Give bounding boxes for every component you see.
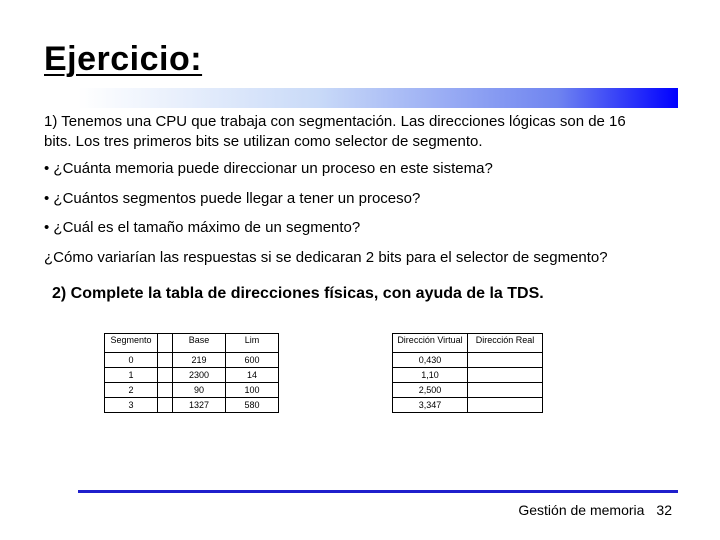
base-cell: 1327 — [173, 398, 226, 413]
real-address-cell — [468, 353, 543, 368]
tds-table — [104, 333, 279, 413]
bullet-memoria: • ¿Cuánta memoria puede direccionar un proceso en este sistema? — [44, 160, 493, 177]
slide-title: Ejercicio: — [44, 40, 203, 78]
address-header-row — [393, 334, 543, 353]
table-row — [105, 398, 279, 413]
bullet-segmentos: • ¿Cuántos segmentos puede llegar a tener un proceso? — [44, 190, 421, 207]
table-row — [105, 383, 279, 398]
table-row — [105, 353, 279, 368]
real-address-cell — [468, 398, 543, 413]
bullet-tamano: • ¿Cuál es el tamaño máximo de un segmento? — [44, 219, 361, 236]
limit-cell: 100 — [226, 383, 279, 398]
table-row — [393, 353, 543, 368]
question-variant: ¿Cómo variarían las respuestas si se dedicaran 2 bits para el selector de segmento? — [44, 249, 608, 266]
separator-cell — [158, 334, 173, 353]
tds-header-row — [105, 334, 279, 353]
segment-cell: 1 — [105, 368, 158, 383]
table-row — [105, 368, 279, 383]
question-2: 2) Complete la tabla de direcciones físicas, con ayuda de la TDS. — [52, 285, 544, 302]
separator-cell — [158, 353, 173, 368]
table-row — [393, 383, 543, 398]
separator-cell — [158, 398, 173, 413]
table-row — [393, 398, 543, 413]
separator-cell — [158, 368, 173, 383]
footer-divider — [78, 490, 678, 493]
header-segmento: Segmento — [105, 334, 158, 353]
base-cell: 90 — [173, 383, 226, 398]
base-cell: 219 — [173, 353, 226, 368]
segment-cell: 0 — [105, 353, 158, 368]
table-row — [393, 368, 543, 383]
limit-cell: 580 — [226, 398, 279, 413]
virtual-address-cell: 2,500 — [393, 383, 468, 398]
header-lim: Lim — [226, 334, 279, 353]
slide-footer — [518, 502, 672, 518]
segment-cell: 2 — [105, 383, 158, 398]
header-real: Dirección Real — [468, 334, 543, 353]
question-1-line-1: 1) Tenemos una CPU que trabaja con segmentación. Las direcciones lógicas son de 16 — [44, 113, 626, 130]
virtual-address-cell: 1,10 — [393, 368, 468, 383]
page-number: 32 — [656, 502, 672, 518]
limit-cell: 600 — [226, 353, 279, 368]
real-address-cell — [468, 368, 543, 383]
separator-cell — [158, 383, 173, 398]
virtual-address-cell: 0,430 — [393, 353, 468, 368]
header-base: Base — [173, 334, 226, 353]
address-table — [392, 333, 543, 413]
footer-label: Gestión de memoria — [518, 502, 645, 518]
header-virtual: Dirección Virtual — [393, 334, 468, 353]
base-cell: 2300 — [173, 368, 226, 383]
real-address-cell — [468, 383, 543, 398]
segment-cell: 3 — [105, 398, 158, 413]
title-gradient-bar — [78, 88, 678, 108]
question-1-line-2: bits. Los tres primeros bits se utilizan como selector de segmento. — [44, 133, 483, 150]
virtual-address-cell: 3,347 — [393, 398, 468, 413]
limit-cell: 14 — [226, 368, 279, 383]
